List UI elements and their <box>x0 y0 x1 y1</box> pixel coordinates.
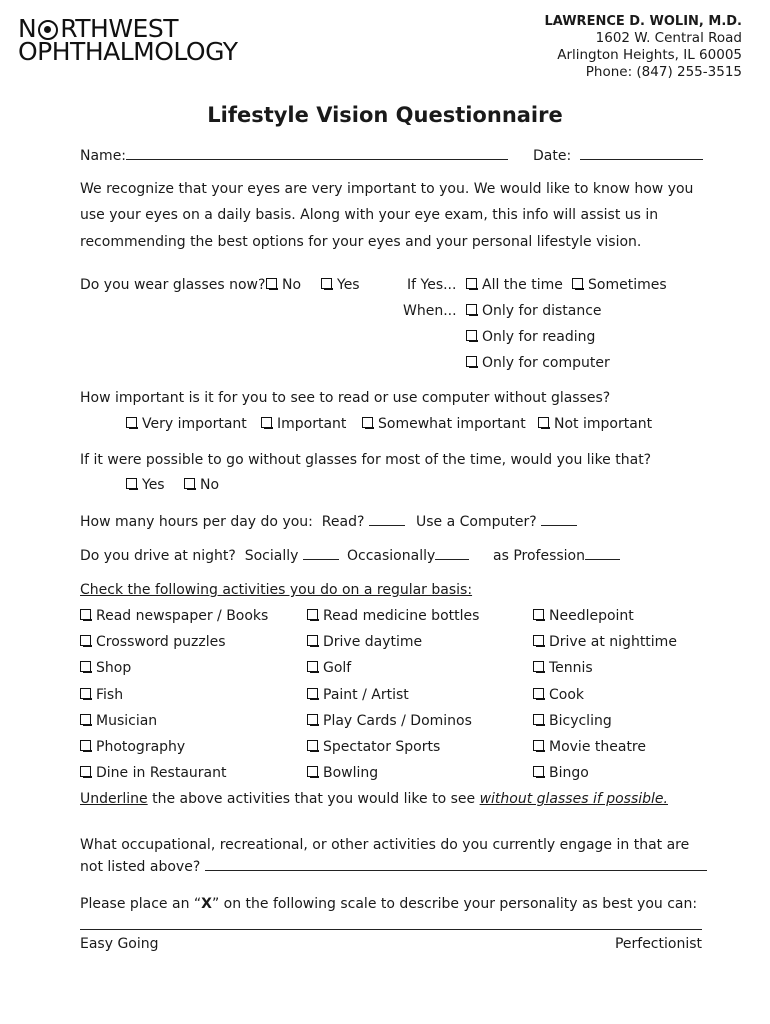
activity-option[interactable] <box>307 633 422 651</box>
activity-label: Paint / Artist <box>323 686 409 703</box>
activity-option[interactable] <box>80 607 268 625</box>
reading-option[interactable]: Only for reading <box>466 328 595 346</box>
computer-hours-row: Use a Computer? <box>416 512 577 531</box>
glasses-question: Do you wear glasses now? <box>80 277 266 293</box>
importance-option[interactable]: Very important <box>126 415 247 433</box>
activity-label: Movie theatre <box>549 739 646 755</box>
all-time-option[interactable]: All the time <box>466 276 563 294</box>
activity-option[interactable] <box>307 607 479 625</box>
checkbox-icon[interactable] <box>80 740 91 751</box>
activity-label: Drive at nighttime <box>549 634 677 651</box>
distance-option[interactable]: Only for distance <box>466 302 602 320</box>
date-field[interactable] <box>580 146 703 160</box>
activity-option[interactable] <box>307 712 472 730</box>
occasionally-field[interactable] <box>435 546 469 560</box>
importance-option[interactable]: Somewhat important <box>362 415 526 433</box>
checkbox-icon[interactable] <box>184 478 195 489</box>
checkbox-icon[interactable] <box>80 688 91 699</box>
activity-option[interactable] <box>533 659 593 677</box>
checkbox-icon[interactable] <box>533 740 544 751</box>
activity-label: Crossword puzzles <box>96 634 226 651</box>
checkbox-icon[interactable] <box>80 661 91 672</box>
activity-label: Cook <box>549 686 585 703</box>
night-driving-question: Do you drive at night? Socially <box>80 546 339 565</box>
personality-scale-line[interactable] <box>80 929 702 930</box>
activity-option[interactable] <box>80 712 157 730</box>
checkbox-icon[interactable] <box>80 714 91 725</box>
name-label: Name: <box>80 148 127 164</box>
checkbox-icon[interactable] <box>307 740 318 751</box>
occasionally-row: Occasionally <box>347 546 469 565</box>
activity-option[interactable] <box>533 764 589 782</box>
city-address: Arlington Heights, IL 60005 <box>557 47 742 63</box>
other-activities-field[interactable] <box>205 857 707 871</box>
computer-hours-field[interactable] <box>541 512 577 526</box>
checkbox-icon[interactable] <box>538 417 549 428</box>
checkbox-icon[interactable] <box>126 417 137 428</box>
intro-line-1: We recognize that your eyes are very important to you. We would like to know how you <box>80 181 694 197</box>
phone-number: Phone: (847) 255-3515 <box>585 64 742 80</box>
checkbox-icon[interactable] <box>266 278 277 289</box>
other-activities-line-1: What occupational, recreational, or other activities do you currently engage in that are <box>80 837 690 853</box>
underline-instruction: Underline the above activities that you would like to see without glasses if possible. <box>80 791 668 807</box>
activity-label: Drive daytime <box>323 634 423 651</box>
checkbox-icon[interactable] <box>261 417 272 428</box>
computer-option[interactable]: Only for computer <box>466 354 610 372</box>
scale-instruction: Please place an “X” on the following scale to describe your personality as best you can: <box>80 896 698 912</box>
name-field[interactable] <box>126 146 508 160</box>
doctor-name: LAWRENCE D. WOLIN, M.D. <box>544 14 742 29</box>
glasses-yes-option[interactable]: Yes <box>321 276 360 294</box>
socially-field[interactable] <box>303 546 339 560</box>
activity-label: Dine in Restaurant <box>96 765 227 782</box>
activity-option[interactable] <box>533 633 677 651</box>
activity-label: Shop <box>96 660 132 677</box>
checkbox-icon[interactable] <box>307 609 318 620</box>
activity-option[interactable] <box>533 712 612 730</box>
checkbox-icon[interactable] <box>80 766 91 777</box>
hours-question: How many hours per day do you: Read? <box>80 512 405 531</box>
name-row <box>80 146 508 165</box>
date-label: Date: <box>533 148 572 164</box>
checkbox-icon[interactable] <box>533 688 544 699</box>
activity-label: Golf <box>323 660 352 677</box>
profession-field[interactable] <box>585 546 620 560</box>
checkbox-icon[interactable] <box>466 304 477 315</box>
sometimes-option[interactable]: Sometimes <box>572 276 667 294</box>
activity-option[interactable] <box>80 686 123 704</box>
activities-heading: Check the following activities you do on a regular basis: <box>80 582 473 598</box>
activity-label: Bingo <box>549 765 589 782</box>
glasses-no-option[interactable]: No <box>266 276 301 294</box>
activity-label: Fish <box>96 686 124 703</box>
intro-line-2: use your eyes on a daily basis. Along with your eye exam, this info will assist us in <box>80 207 659 223</box>
checkbox-icon[interactable] <box>126 478 137 489</box>
activity-label: Read newspaper / Books <box>96 608 269 624</box>
activity-label: Bowling <box>323 765 379 782</box>
activity-option[interactable] <box>80 764 226 782</box>
intro-line-3: recommending the best options for your eyes and your personal lifestyle vision. <box>80 234 642 250</box>
profession-row: as Profession <box>493 546 620 565</box>
activity-label: Tennis <box>549 660 593 677</box>
activity-label: Spectator Sports <box>323 739 441 755</box>
read-hours-field[interactable] <box>369 512 405 526</box>
checkbox-icon[interactable] <box>533 609 544 620</box>
importance-option[interactable]: Important <box>261 415 346 433</box>
activity-label: Read medicine bottles <box>323 608 480 624</box>
without-yes-option[interactable]: Yes <box>126 476 165 494</box>
checkbox-icon[interactable] <box>80 609 91 620</box>
checkbox-icon[interactable] <box>533 714 544 725</box>
activity-option[interactable] <box>80 738 185 756</box>
checkbox-icon[interactable] <box>466 330 477 341</box>
checkbox-icon[interactable] <box>307 714 318 725</box>
page-title: Lifestyle Vision Questionnaire <box>207 103 563 127</box>
street-address: 1602 W. Central Road <box>595 30 742 46</box>
checkbox-icon[interactable] <box>307 766 318 777</box>
scale-right-label: Perfectionist <box>614 936 702 952</box>
activity-option[interactable] <box>533 607 634 625</box>
checkbox-icon[interactable] <box>533 661 544 672</box>
activity-option[interactable] <box>307 738 440 756</box>
activity-label: Needlepoint <box>549 608 634 624</box>
checkbox-icon[interactable] <box>321 278 332 289</box>
logo-line-2: OPHTHALMOLOGY <box>18 37 238 66</box>
checkbox-icon[interactable] <box>533 635 544 646</box>
scale-left-label: Easy Going <box>80 936 159 952</box>
activity-option[interactable] <box>80 633 226 651</box>
when-label: When... <box>403 303 457 319</box>
activity-option[interactable] <box>307 659 351 677</box>
logo-eye-icon: N RTHWEST <box>18 14 178 43</box>
checkbox-icon[interactable] <box>533 766 544 777</box>
activity-label: Musician <box>96 712 158 729</box>
without-glasses-question: If it were possible to go without glasses for most of the time, would you like that? <box>80 452 652 468</box>
without-no-option[interactable]: No <box>184 476 219 494</box>
activity-option[interactable] <box>533 738 646 756</box>
checkbox-icon[interactable] <box>307 635 318 646</box>
activity-label: Bicycling <box>549 712 612 729</box>
activity-option[interactable] <box>533 686 584 704</box>
activity-option[interactable] <box>307 764 378 782</box>
if-yes-label: If Yes... <box>407 277 457 293</box>
other-activities-line-2: not listed above? <box>80 857 707 876</box>
checkbox-icon[interactable] <box>466 278 477 289</box>
checkbox-icon[interactable] <box>466 356 477 367</box>
checkbox-icon[interactable] <box>572 278 583 289</box>
activity-option[interactable] <box>80 659 131 677</box>
importance-option[interactable]: Not important <box>538 415 652 433</box>
importance-question: How important is it for you to see to read or use computer without glasses? <box>80 390 611 406</box>
date-row <box>533 146 703 165</box>
checkbox-icon[interactable] <box>80 635 91 646</box>
activity-label: Play Cards / Dominos <box>323 712 472 729</box>
activity-label: Photography <box>96 739 186 755</box>
checkbox-icon[interactable] <box>307 661 318 672</box>
checkbox-icon[interactable] <box>307 688 318 699</box>
checkbox-icon[interactable] <box>362 417 373 428</box>
activity-option[interactable] <box>307 686 409 704</box>
